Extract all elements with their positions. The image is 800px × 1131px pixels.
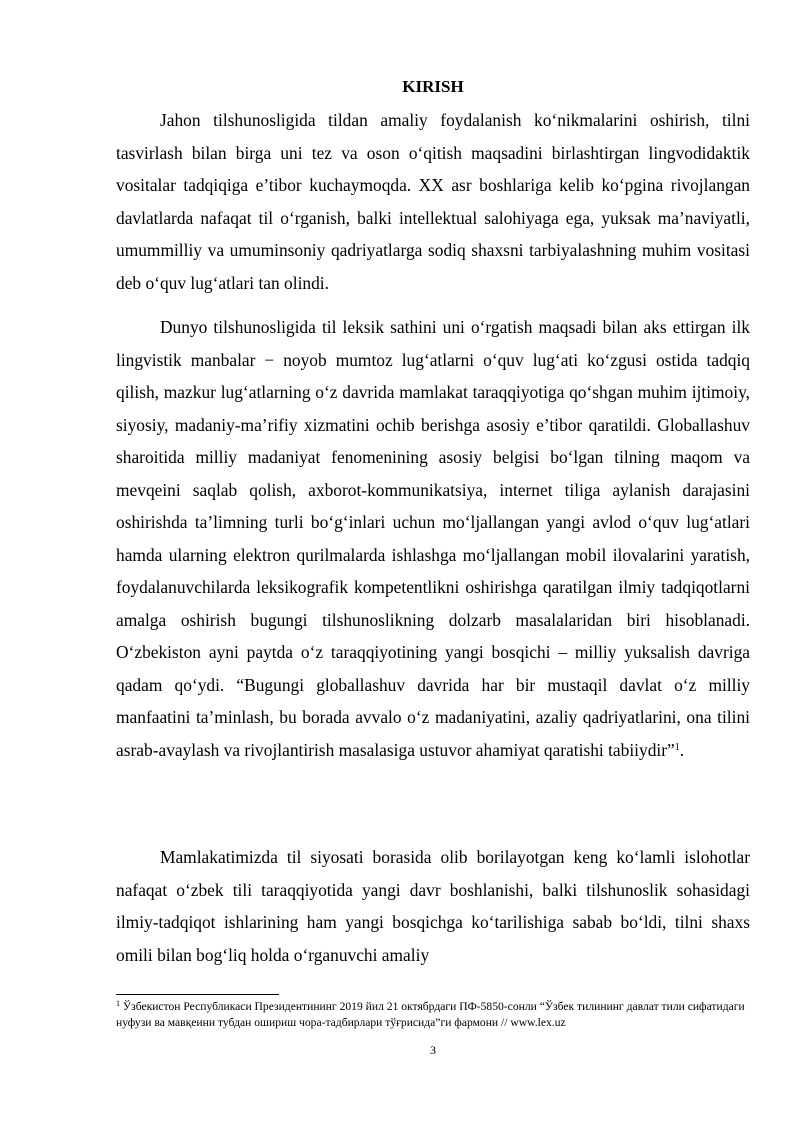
footnote-separator [116,994,279,995]
section-title: KIRISH [402,77,464,96]
footnote-marker: 1 [116,999,120,1008]
paragraph-1: Jahon tilshunosligida tildan amaliy foydalanish koʻnikmalarini oshirish, tilni tasvirlash bilan birga uni tez va oson oʻqitish maqsadini birlashtirgan lingvodidaktik vositalar tadqiqiga e’tibor kuchaymoqda. XX asr boshlariga kelib koʻpgina rivojlangan davlatlarda nafaqat til oʻrganish, balki intellektual salohiyaga ega, yuksak ma’naviyatli, umummilliy va umuminsoniy qadriyatlarga sodiq shaxsni tarbiyalashning muhim vositasi deb oʻquv lugʻatlari tan olindi. [116,110,750,293]
footnote-reference: 1 [674,741,680,753]
footnote-text: Ўзбекистон Республикаси Президентининг 2019 йил 21 октябрдаги ПФ-5850-сонли “Ўзбек тилининг давлат тили сифатидаги нуфузи ва мавқеини тубдан ошириш чора-тадбирлари тўғрисида”ги фармони // www.lex.uz [116,1000,745,1029]
page-number: 3 [430,1043,436,1057]
paragraph-3: Mamlakatimizda til siyosati borasida olib borilayotgan keng koʻlamli islohotlar nafaqat oʻzbek tili taraqqiyotida yangi davr boshlanishi, balki tilshunoslik sohasidagi ilmiy-tadqiqot ishlarining ham yangi bosqichga koʻtarilishiga sabab boʻldi, tilni shaxs omili bilan bogʻliq holda oʻrganuvchi amaliy [116,847,750,965]
paragraph-2 [116,311,750,766]
paragraph-2-text: Dunyo tilshunosligida til leksik sathini uni oʻrgatish maqsadi bilan aks ettirgan ilk lingvistik manbalar − noyob mumtoz lugʻatlarni oʻquv lugʻati koʻzgusi ostida tadqiq qilish, mazkur lugʻatlarning oʻz davrida mamlakat taraqqiyotiga qoʻshgan muhim ijtimoiy, siyosiy, madaniy-ma’rifiy xizmatini ochib berishga asosiy e’tibor qaratildi. Globallashuv sharoitida milliy madaniyat fenomenining asosiy belgisi boʻlgan tilning maqom va mevqeini saqlab qolish, axborot-kommunikatsiya, internet tiliga aylanish darajasini oshirishda ta’limning turli boʻgʻinlari uchun moʻljallangan yangi avlod oʻquv lugʻatlari hamda ularning elektron qurilmalarda ishlashga moʻljallangan mobil ilovalarini yaratish, foydalanuvchilarda leksikografik kompetentlikni oshirishga qaratilgan ilmiy tadqiqotlarni amalga oshirish bugungi tilshunoslikning dolzarb masalalaridan biri hisoblanadi. Oʻzbekiston ayni paytda oʻz taraqqiyotining yangi bosqichi – milliy yuksalish davriga qadam qoʻydi. “Bugungi globallashuv davrida har bir mustaqil davlat oʻz milliy manfaatini ta’minlash, bu borada avvalo oʻz madaniyatini, azaliy qadriyatlarini, ona tilini asrab-avaylash va rivojlantirish masalasiga ustuvor ahamiyat qaratishi tabiiydir” [116,317,750,760]
footnote [116,999,750,1030]
paragraph-2-end: . [679,739,685,760]
